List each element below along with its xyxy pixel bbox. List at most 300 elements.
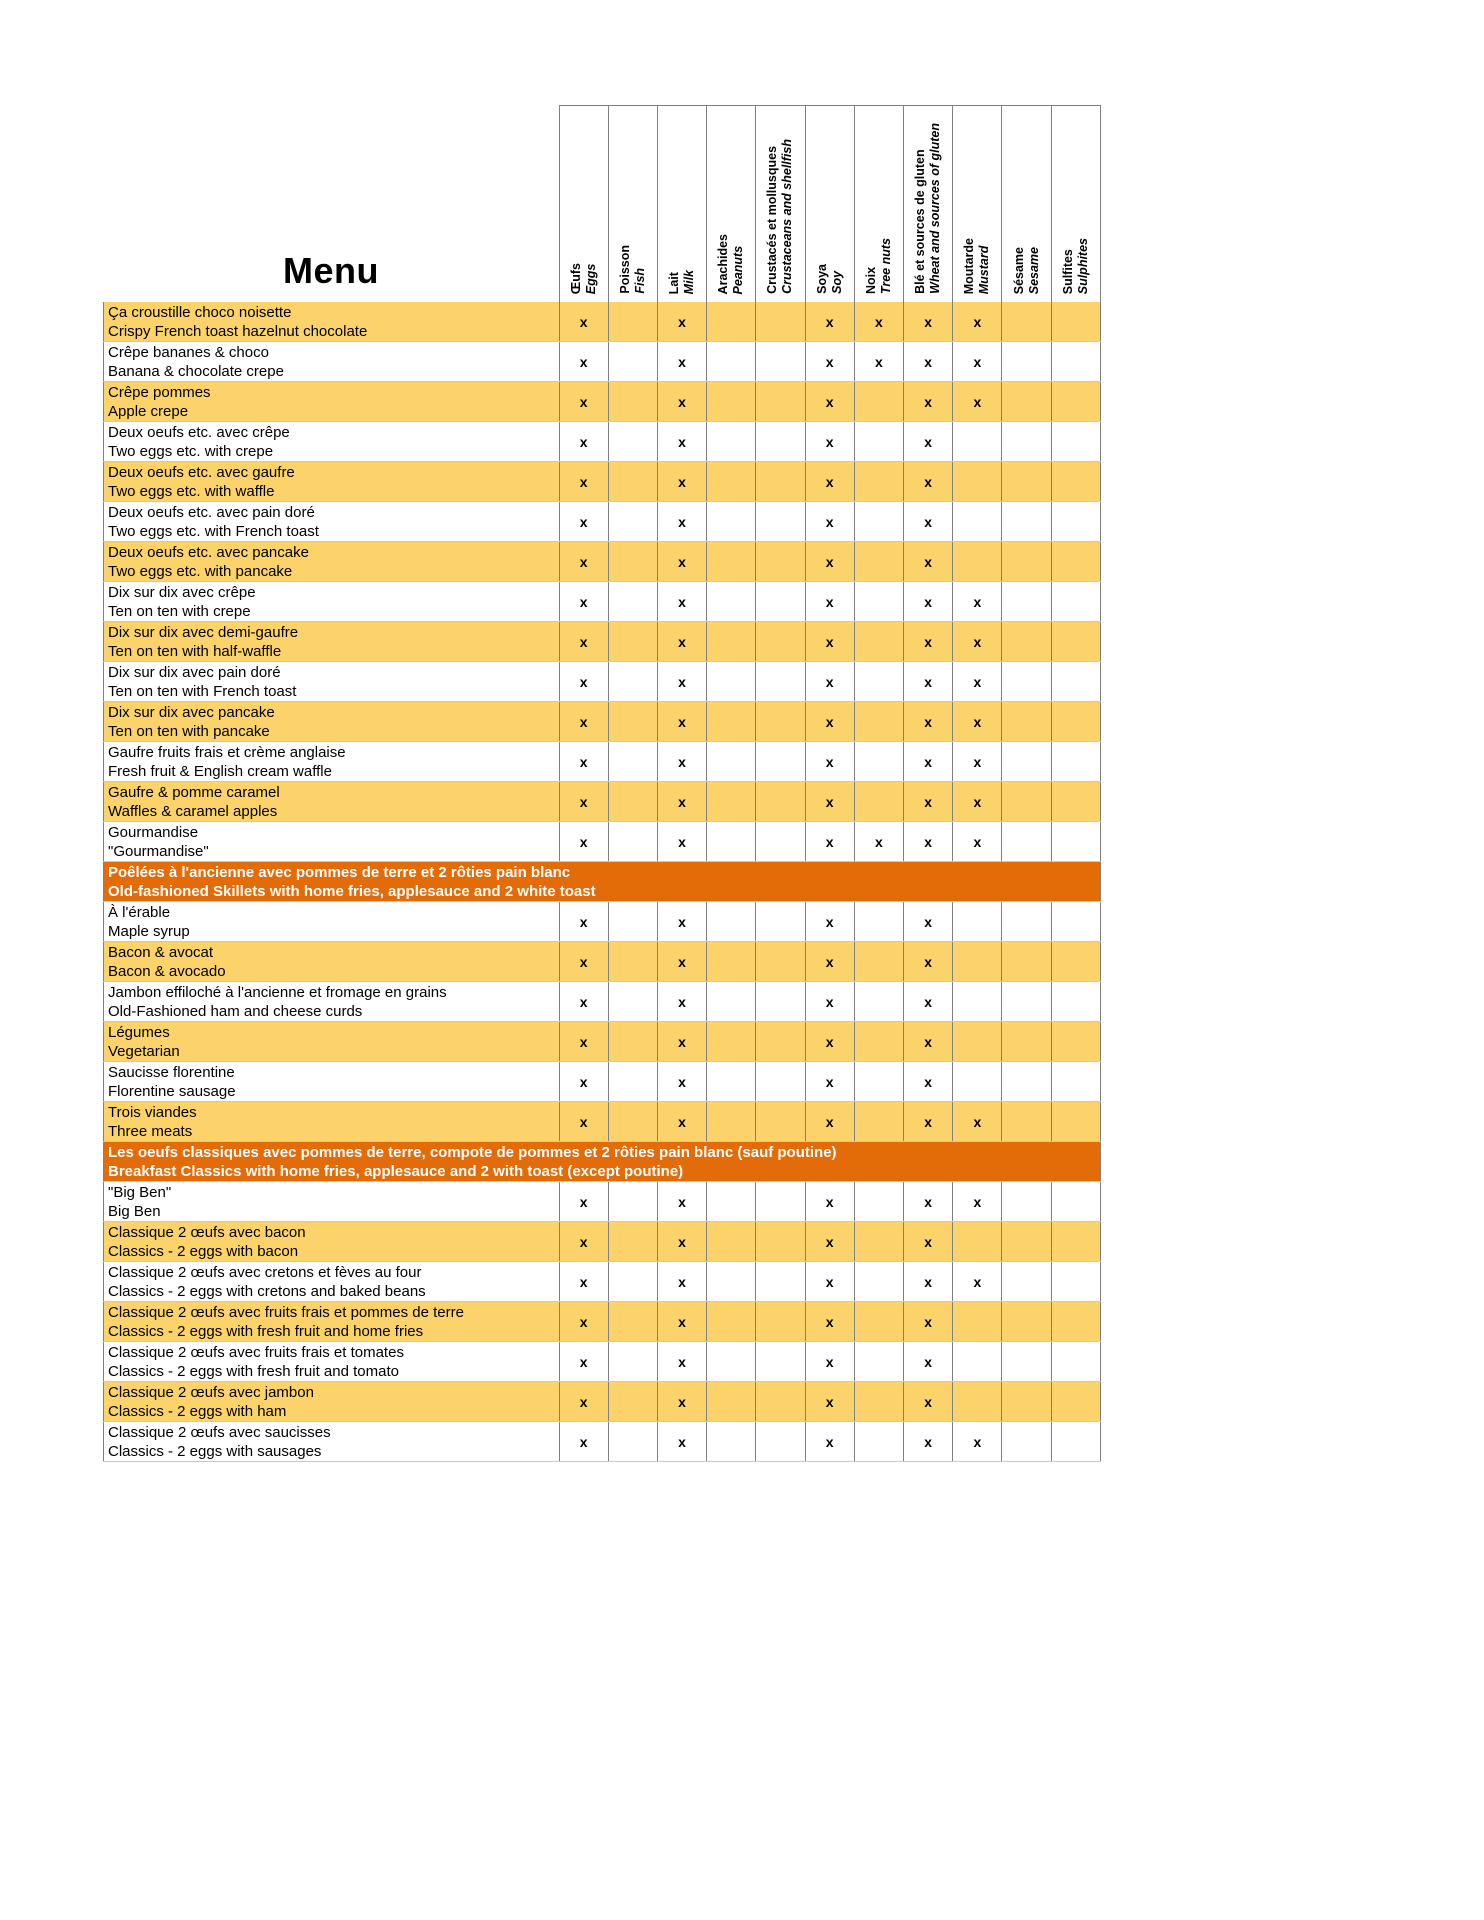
- menu-item-row: [104, 462, 1101, 502]
- allergen-mark-cell: [854, 662, 903, 702]
- allergen-mark-cell: [953, 902, 1002, 942]
- allergen-mark-cell: [1051, 382, 1100, 422]
- section-title-en: Old-fashioned Skillets with home fries, applesauce and 2 white toast: [108, 883, 596, 900]
- allergen-mark-cell: [707, 422, 756, 462]
- allergen-mark-cell: x: [805, 1182, 854, 1222]
- menu-item-name: [104, 462, 560, 502]
- allergen-mark-cell: x: [904, 462, 953, 502]
- allergen-mark-cell: [1051, 742, 1100, 782]
- menu-item-row: [104, 422, 1101, 462]
- menu-item-row: [104, 582, 1101, 622]
- allergen-mark-cell: x: [805, 302, 854, 342]
- allergen-mark-cell: [707, 942, 756, 982]
- menu-item-row: [104, 822, 1101, 862]
- menu-item-row: [104, 1222, 1101, 1262]
- menu-item-name-fr: Ça croustille choco noisette: [108, 304, 292, 321]
- allergen-label-fr: Arachides: [716, 233, 731, 294]
- menu-item-name-en: Two eggs etc. with French toast: [108, 523, 319, 540]
- allergen-mark-cell: [756, 422, 805, 462]
- menu-item-name-fr: Gaufre fruits frais et crème anglaise: [108, 744, 346, 761]
- allergen-mark-cell: [1051, 1022, 1100, 1062]
- allergen-mark-cell: x: [805, 502, 854, 542]
- menu-item-name-fr: Dix sur dix avec demi-gaufre: [108, 624, 299, 641]
- menu-item-name-fr: Bacon & avocat: [108, 944, 214, 961]
- allergen-mark-cell: [707, 302, 756, 342]
- allergen-mark-cell: x: [657, 1062, 706, 1102]
- allergen-mark-cell: [756, 622, 805, 662]
- allergen-mark-cell: [756, 1302, 805, 1342]
- allergen-label-fr: Poisson: [617, 245, 632, 294]
- menu-item-name: [104, 902, 560, 942]
- allergen-mark-cell: x: [559, 1102, 608, 1142]
- allergen-table-body: [104, 302, 1101, 1462]
- allergen-mark-cell: x: [559, 422, 608, 462]
- allergen-mark-cell: [953, 542, 1002, 582]
- allergen-mark-cell: x: [559, 542, 608, 582]
- menu-item-name: [104, 942, 560, 982]
- allergen-mark-cell: x: [904, 1382, 953, 1422]
- allergen-mark-cell: [1002, 942, 1051, 982]
- menu-item-name-en: Florentine sausage: [108, 1083, 236, 1100]
- menu-item-row: [104, 1262, 1101, 1302]
- allergen-mark-cell: x: [904, 1182, 953, 1222]
- allergen-mark-cell: x: [904, 1062, 953, 1102]
- allergen-mark-cell: [756, 1102, 805, 1142]
- allergen-mark-cell: [854, 1422, 903, 1462]
- menu-item-name-en: Banana & chocolate crepe: [108, 363, 284, 380]
- menu-item-name-fr: Trois viandes: [108, 1104, 197, 1121]
- allergen-mark-cell: [1002, 1222, 1051, 1262]
- section-header: [104, 1142, 1101, 1182]
- allergen-mark-cell: x: [657, 1182, 706, 1222]
- allergen-mark-cell: [854, 1182, 903, 1222]
- allergen-mark-cell: [608, 822, 657, 862]
- allergen-table: [103, 105, 1101, 1462]
- menu-item-name-en: Classics - 2 eggs with fresh fruit and tomato: [108, 1363, 399, 1380]
- menu-item-name-en: Classics - 2 eggs with ham: [108, 1403, 287, 1420]
- allergen-mark-cell: [854, 462, 903, 502]
- allergen-column-header: [805, 106, 854, 303]
- allergen-mark-cell: [707, 542, 756, 582]
- allergen-column-header: [854, 106, 903, 303]
- allergen-mark-cell: [854, 1062, 903, 1102]
- menu-item-name-fr: Classique 2 œufs avec cretons et fèves au four: [108, 1264, 422, 1281]
- allergen-column-label: [864, 238, 894, 294]
- allergen-mark-cell: x: [805, 702, 854, 742]
- menu-item-name-en: Crispy French toast hazelnut chocolate: [108, 323, 368, 340]
- allergen-column-label: [815, 264, 845, 294]
- allergen-mark-cell: [707, 1382, 756, 1422]
- allergen-mark-cell: [707, 1422, 756, 1462]
- menu-item-name: [104, 1342, 560, 1382]
- allergen-mark-cell: x: [657, 1302, 706, 1342]
- allergen-mark-cell: x: [805, 462, 854, 502]
- allergen-mark-cell: [953, 942, 1002, 982]
- menu-item-name-en: Ten on ten with crepe: [108, 603, 251, 620]
- menu-item-name-fr: Légumes: [108, 1024, 170, 1041]
- allergen-mark-cell: [608, 622, 657, 662]
- allergen-mark-cell: x: [904, 662, 953, 702]
- allergen-mark-cell: [756, 542, 805, 582]
- allergen-mark-cell: [1051, 1062, 1100, 1102]
- allergen-mark-cell: [756, 1342, 805, 1382]
- menu-item-name-fr: À l'érable: [108, 904, 171, 921]
- section-title-fr: Poêlées à l'ancienne avec pommes de terre et 2 rôties pain blanc: [108, 864, 571, 881]
- menu-item-row: [104, 382, 1101, 422]
- allergen-mark-cell: [707, 1222, 756, 1262]
- allergen-mark-cell: [707, 822, 756, 862]
- allergen-mark-cell: x: [953, 1182, 1002, 1222]
- allergen-mark-cell: [1002, 1102, 1051, 1142]
- allergen-column-label: [1012, 247, 1042, 294]
- allergen-mark-cell: [608, 702, 657, 742]
- allergen-mark-cell: x: [805, 382, 854, 422]
- allergen-table-header: [104, 106, 1101, 303]
- menu-item-row: [104, 622, 1101, 662]
- menu-item-name-en: Three meats: [108, 1123, 193, 1140]
- allergen-mark-cell: [756, 702, 805, 742]
- allergen-mark-cell: [1051, 822, 1100, 862]
- allergen-mark-cell: x: [559, 342, 608, 382]
- allergen-mark-cell: [854, 422, 903, 462]
- allergen-mark-cell: x: [657, 1382, 706, 1422]
- allergen-mark-cell: [953, 462, 1002, 502]
- menu-item-name-en: Two eggs etc. with crepe: [108, 443, 274, 460]
- allergen-column-label: [1061, 238, 1091, 294]
- allergen-mark-cell: [1051, 1102, 1100, 1142]
- allergen-mark-cell: [854, 1102, 903, 1142]
- allergen-mark-cell: x: [805, 782, 854, 822]
- allergen-label-en: Peanuts: [731, 245, 746, 294]
- allergen-label-fr: Œufs: [568, 262, 583, 294]
- menu-item-name: [104, 742, 560, 782]
- menu-item-name-fr: Deux oeufs etc. avec gaufre: [108, 464, 295, 481]
- allergen-mark-cell: [756, 902, 805, 942]
- allergen-mark-cell: [756, 822, 805, 862]
- allergen-mark-cell: [1002, 1382, 1051, 1422]
- menu-item-name-fr: Dix sur dix avec pancake: [108, 704, 275, 721]
- column-header-row: [104, 106, 1101, 303]
- allergen-mark-cell: x: [657, 1102, 706, 1142]
- allergen-mark-cell: [1051, 662, 1100, 702]
- allergen-mark-cell: [1051, 462, 1100, 502]
- menu-item-row: [104, 1302, 1101, 1342]
- allergen-mark-cell: x: [904, 342, 953, 382]
- allergen-mark-cell: [953, 1302, 1002, 1342]
- menu-item-row: [104, 542, 1101, 582]
- menu-item-name-en: Classics - 2 eggs with fresh fruit and home fries: [108, 1323, 424, 1340]
- allergen-mark-cell: [1002, 822, 1051, 862]
- allergen-mark-cell: x: [805, 1022, 854, 1062]
- menu-item-name-fr: Saucisse florentine: [108, 1064, 235, 1081]
- allergen-mark-cell: x: [904, 782, 953, 822]
- allergen-label-en: Milk: [682, 269, 697, 294]
- allergen-mark-cell: x: [904, 1022, 953, 1062]
- allergen-mark-cell: [854, 1222, 903, 1262]
- allergen-mark-cell: [1051, 1262, 1100, 1302]
- allergen-label-en: Sulphites: [1075, 237, 1090, 294]
- allergen-mark-cell: [854, 1262, 903, 1302]
- allergen-mark-cell: x: [657, 1222, 706, 1262]
- allergen-mark-cell: x: [904, 382, 953, 422]
- allergen-mark-cell: [953, 1022, 1002, 1062]
- allergen-mark-cell: [756, 662, 805, 702]
- allergen-mark-cell: [1002, 1182, 1051, 1222]
- allergen-mark-cell: [1051, 302, 1100, 342]
- allergen-mark-cell: [1051, 982, 1100, 1022]
- allergen-mark-cell: x: [559, 502, 608, 542]
- allergen-mark-cell: [608, 382, 657, 422]
- allergen-mark-cell: [854, 622, 903, 662]
- allergen-mark-cell: x: [953, 342, 1002, 382]
- allergen-mark-cell: [854, 782, 903, 822]
- menu-item-name: [104, 1102, 560, 1142]
- menu-item-name-en: Fresh fruit & English cream waffle: [108, 763, 332, 780]
- allergen-mark-cell: x: [805, 902, 854, 942]
- allergen-mark-cell: [608, 902, 657, 942]
- allergen-mark-cell: x: [805, 1382, 854, 1422]
- allergen-mark-cell: x: [953, 782, 1002, 822]
- menu-item-name-en: Ten on ten with French toast: [108, 683, 297, 700]
- allergen-mark-cell: x: [953, 662, 1002, 702]
- menu-item-name: [104, 422, 560, 462]
- allergen-mark-cell: [608, 1262, 657, 1302]
- menu-item-name: [104, 1382, 560, 1422]
- allergen-mark-cell: [608, 1302, 657, 1342]
- allergen-mark-cell: [608, 1342, 657, 1382]
- menu-item-name-en: Vegetarian: [108, 1043, 180, 1060]
- allergen-label-en: Wheat and sources of gluten: [928, 123, 943, 294]
- allergen-label-fr: Lait: [667, 271, 682, 294]
- allergen-mark-cell: x: [657, 302, 706, 342]
- allergen-mark-cell: x: [953, 1262, 1002, 1302]
- allergen-column-label: [765, 139, 795, 294]
- allergen-mark-cell: [1002, 582, 1051, 622]
- allergen-mark-cell: x: [657, 1262, 706, 1302]
- allergen-mark-cell: [1002, 702, 1051, 742]
- allergen-mark-cell: [756, 342, 805, 382]
- allergen-mark-cell: [707, 462, 756, 502]
- menu-item-row: [104, 942, 1101, 982]
- menu-item-row: [104, 782, 1101, 822]
- allergen-mark-cell: x: [657, 1342, 706, 1382]
- allergen-mark-cell: x: [559, 462, 608, 502]
- menu-item-row: [104, 702, 1101, 742]
- allergen-mark-cell: [608, 982, 657, 1022]
- allergen-mark-cell: x: [657, 822, 706, 862]
- allergen-mark-cell: x: [657, 1022, 706, 1062]
- allergen-mark-cell: x: [657, 742, 706, 782]
- allergen-mark-cell: [854, 982, 903, 1022]
- allergen-mark-cell: [1051, 622, 1100, 662]
- allergen-column-header: [559, 106, 608, 303]
- allergen-mark-cell: x: [805, 1422, 854, 1462]
- allergen-mark-cell: [707, 662, 756, 702]
- allergen-mark-cell: x: [805, 982, 854, 1022]
- allergen-label-en: Crustaceans and shellfish: [780, 139, 795, 294]
- menu-item-name: [104, 1422, 560, 1462]
- allergen-column-label: [913, 123, 943, 294]
- allergen-mark-cell: [707, 782, 756, 822]
- allergen-mark-cell: x: [657, 622, 706, 662]
- allergen-column-header: [1051, 106, 1100, 303]
- allergen-mark-cell: x: [805, 1342, 854, 1382]
- allergen-column-label: [716, 234, 746, 294]
- allergen-mark-cell: x: [559, 622, 608, 662]
- allergen-mark-cell: [1051, 1222, 1100, 1262]
- allergen-mark-cell: [608, 342, 657, 382]
- allergen-mark-cell: [854, 542, 903, 582]
- allergen-mark-cell: x: [657, 422, 706, 462]
- allergen-mark-cell: [1051, 542, 1100, 582]
- allergen-mark-cell: [854, 382, 903, 422]
- allergen-mark-cell: x: [904, 422, 953, 462]
- allergen-mark-cell: x: [953, 1102, 1002, 1142]
- menu-item-row: [104, 1182, 1101, 1222]
- allergen-column-label: [667, 270, 697, 294]
- menu-item-name: [104, 582, 560, 622]
- allergen-mark-cell: x: [904, 702, 953, 742]
- allergen-mark-cell: [1002, 462, 1051, 502]
- allergen-mark-cell: [1051, 342, 1100, 382]
- allergen-mark-cell: x: [904, 622, 953, 662]
- menu-item-row: [104, 1102, 1101, 1142]
- allergen-mark-cell: [1051, 1342, 1100, 1382]
- allergen-mark-cell: [756, 502, 805, 542]
- allergen-mark-cell: [707, 1102, 756, 1142]
- menu-item-name: [104, 542, 560, 582]
- allergen-mark-cell: x: [904, 1102, 953, 1142]
- allergen-mark-cell: [707, 1342, 756, 1382]
- allergen-mark-cell: [854, 702, 903, 742]
- allergen-mark-cell: x: [904, 302, 953, 342]
- menu-item-name-en: Two eggs etc. with pancake: [108, 563, 293, 580]
- section-header-row: [104, 862, 1101, 902]
- allergen-label-en: Fish: [632, 268, 647, 294]
- allergen-mark-cell: [756, 1222, 805, 1262]
- allergen-mark-cell: x: [805, 942, 854, 982]
- allergen-mark-cell: [1051, 582, 1100, 622]
- allergen-mark-cell: x: [805, 1102, 854, 1142]
- allergen-label-en: Eggs: [583, 263, 598, 294]
- allergen-mark-cell: x: [559, 702, 608, 742]
- menu-item-name-fr: Classique 2 œufs avec fruits frais et pommes de terre: [108, 1304, 464, 1321]
- allergen-mark-cell: [953, 1062, 1002, 1102]
- menu-item-row: [104, 1022, 1101, 1062]
- allergen-column-header: [657, 106, 706, 303]
- allergen-mark-cell: [756, 1262, 805, 1302]
- allergen-mark-cell: [707, 1182, 756, 1222]
- allergen-mark-cell: x: [559, 1302, 608, 1342]
- allergen-column-label: [618, 245, 648, 294]
- allergen-mark-cell: x: [854, 302, 903, 342]
- allergen-mark-cell: [707, 582, 756, 622]
- allergen-mark-cell: [608, 422, 657, 462]
- allergen-mark-cell: x: [559, 902, 608, 942]
- allergen-mark-cell: x: [559, 982, 608, 1022]
- allergen-mark-cell: [953, 982, 1002, 1022]
- menu-item-name-fr: Dix sur dix avec crêpe: [108, 584, 256, 601]
- menu-item-name-fr: Classique 2 œufs avec jambon: [108, 1384, 314, 1401]
- allergen-mark-cell: x: [559, 1262, 608, 1302]
- menu-item-name: [104, 1222, 560, 1262]
- allergen-mark-cell: x: [805, 622, 854, 662]
- allergen-mark-cell: [608, 1022, 657, 1062]
- menu-item-name: [104, 382, 560, 422]
- allergen-mark-cell: x: [657, 662, 706, 702]
- allergen-mark-cell: [756, 462, 805, 502]
- allergen-mark-cell: [953, 502, 1002, 542]
- allergen-mark-cell: [608, 462, 657, 502]
- allergen-mark-cell: [1002, 1422, 1051, 1462]
- menu-item-name: [104, 702, 560, 742]
- menu-item-name-fr: Deux oeufs etc. avec pain doré: [108, 504, 315, 521]
- allergen-mark-cell: [1002, 742, 1051, 782]
- menu-item-name-fr: Jambon effiloché à l'ancienne et fromage en grains: [108, 984, 447, 1001]
- allergen-mark-cell: [756, 1182, 805, 1222]
- allergen-mark-cell: [756, 1062, 805, 1102]
- allergen-mark-cell: [608, 942, 657, 982]
- allergen-mark-cell: [1002, 342, 1051, 382]
- menu-item-row: [104, 982, 1101, 1022]
- allergen-mark-cell: x: [904, 822, 953, 862]
- menu-item-name-fr: Classique 2 œufs avec fruits frais et tomates: [108, 1344, 404, 1361]
- allergen-mark-cell: [707, 742, 756, 782]
- allergen-mark-cell: x: [559, 942, 608, 982]
- allergen-mark-cell: [707, 382, 756, 422]
- allergen-mark-cell: [1002, 1262, 1051, 1302]
- allergen-mark-cell: [608, 742, 657, 782]
- allergen-label-en: Sesame: [1026, 246, 1041, 294]
- menu-item-name-en: "Gourmandise": [108, 843, 209, 860]
- allergen-mark-cell: [1051, 1182, 1100, 1222]
- allergen-mark-cell: [1002, 622, 1051, 662]
- allergen-mark-cell: [1002, 302, 1051, 342]
- menu-item-row: [104, 1342, 1101, 1382]
- allergen-mark-cell: [1002, 1302, 1051, 1342]
- allergen-column-label: [962, 238, 992, 294]
- menu-item-row: [104, 302, 1101, 342]
- menu-item-row: [104, 662, 1101, 702]
- allergen-mark-cell: x: [904, 982, 953, 1022]
- menu-item-name: [104, 782, 560, 822]
- allergen-mark-cell: [1051, 1422, 1100, 1462]
- allergen-mark-cell: [1002, 782, 1051, 822]
- allergen-mark-cell: [1002, 382, 1051, 422]
- allergen-mark-cell: x: [904, 1302, 953, 1342]
- allergen-mark-cell: [608, 502, 657, 542]
- allergen-mark-cell: x: [854, 342, 903, 382]
- allergen-mark-cell: [1051, 702, 1100, 742]
- allergen-mark-cell: [756, 782, 805, 822]
- menu-item-name-en: Bacon & avocado: [108, 963, 226, 980]
- allergen-mark-cell: [756, 582, 805, 622]
- allergen-mark-cell: x: [559, 302, 608, 342]
- allergen-mark-cell: x: [559, 742, 608, 782]
- allergen-mark-cell: [756, 1382, 805, 1422]
- allergen-mark-cell: x: [953, 382, 1002, 422]
- allergen-mark-cell: x: [805, 662, 854, 702]
- allergen-mark-cell: x: [904, 542, 953, 582]
- menu-item-name-en: Waffles & caramel apples: [108, 803, 278, 820]
- allergen-mark-cell: x: [657, 702, 706, 742]
- menu-item-row: [104, 342, 1101, 382]
- allergen-mark-cell: [756, 382, 805, 422]
- allergen-mark-cell: x: [953, 622, 1002, 662]
- allergen-mark-cell: [707, 1062, 756, 1102]
- allergen-mark-cell: x: [657, 502, 706, 542]
- menu-item-name-fr: Crêpe pommes: [108, 384, 211, 401]
